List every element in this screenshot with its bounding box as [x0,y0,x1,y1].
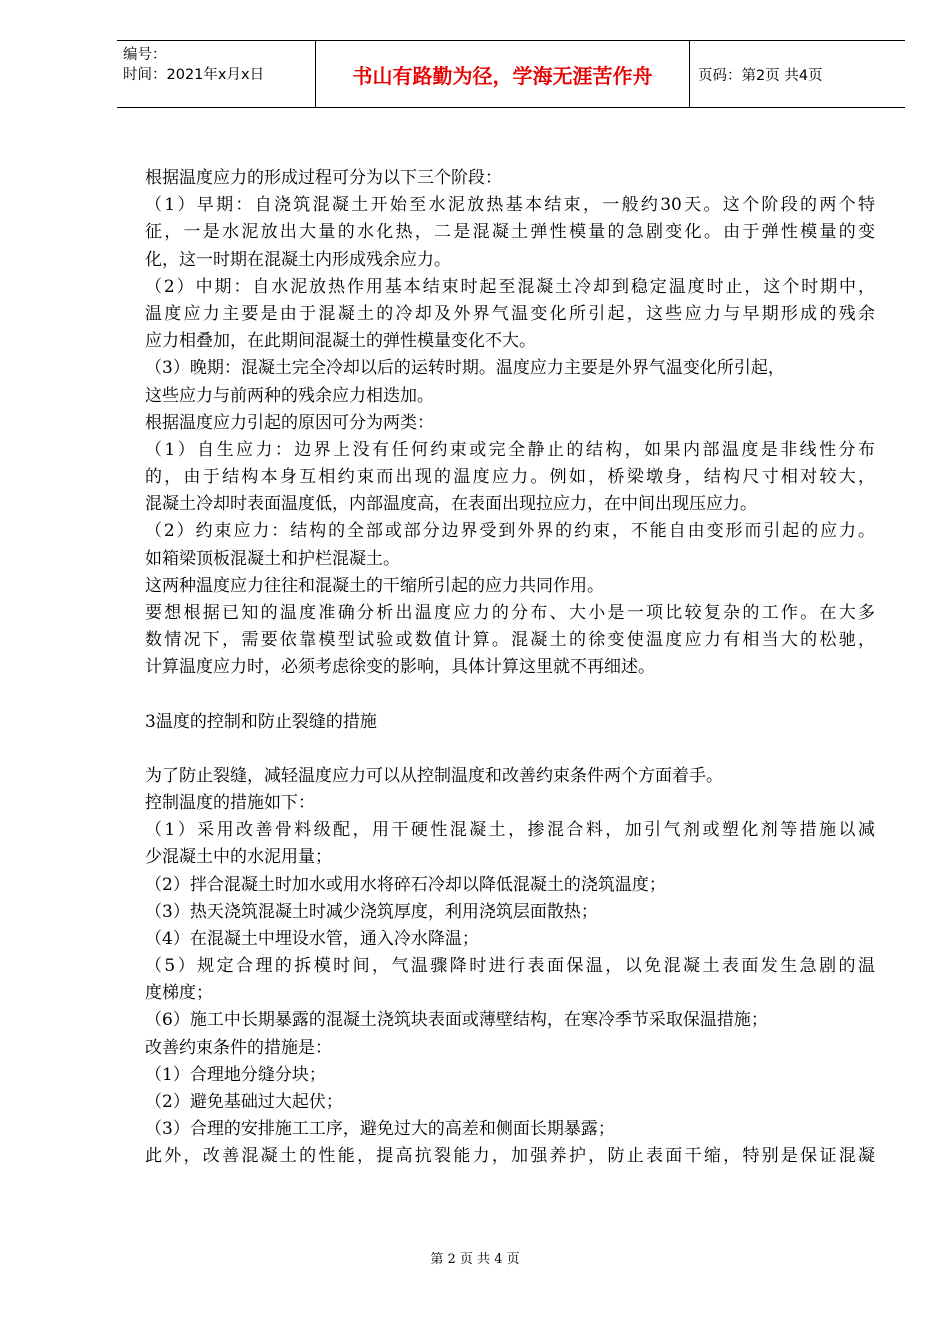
body-line: （1）早期：自浇筑混凝土开始至水泥放热基本结束，一般约30天。这个阶段的两个特 [145,195,875,216]
body-line: 改善约束条件的措施是： [145,1037,332,1058]
body-line: 为了防止裂缝，减轻温度应力可以从控制温度和改善约束条件两个方面着手。 [145,765,723,786]
body-line: （2）中期：自水泥放热作用基本结束时起至混凝土冷却到稳定温度时止，这个时期中， [145,276,875,297]
page-footer: 第 2 页 共 4 页 [430,1252,520,1267]
body-line: 如箱梁顶板混凝土和护栏混凝土。 [145,548,400,569]
body-line: 这些应力与前两种的残余应力相迭加。 [145,385,434,406]
body-line: （6）施工中长期暴露的混凝土浇筑块表面或薄壁结构，在寒冷季节采取保温措施； [145,1010,768,1031]
body-line: （2）拌合混凝土时加水或用水将碎石冷却以降低混凝土的浇筑温度； [145,874,666,895]
body-line: 征，一是水泥放出大量的水化热，二是混凝土弹性模量的急剧变化。由于弹性模量的变 [145,222,875,243]
body-line: （4）在混凝土中埋设水管，通入冷水降温； [145,928,479,949]
body-line: 要想根据已知的温度准确分析出温度应力的分布、大小是一项比较复杂的工作。在大多 [145,603,875,623]
header-page-info: 页码：第2页 共4页 [698,67,823,84]
spacer [145,682,875,709]
spacer [145,736,875,763]
header-meta [117,41,315,107]
body-line: 此外，改善混凝土的性能，提高抗裂能力，加强养护，防止表面干缩，特别是保证混凝 [145,1146,875,1167]
body-line: 计算温度应力时，必须考虑徐变的影响，具体计算这里就不再细述。 [145,657,655,678]
body-line: （5）规定合理的拆模时间，气温骤降时进行表面保温，以免混凝土表面发生急剧的温 [145,956,875,977]
body-line: 的，由于结构本身互相约束而出现的温度应力。例如，桥梁墩身，结构尺寸相对较大， [145,467,875,488]
document-body [145,165,875,1171]
body-line: 数情况下，需要依靠模型试验或数值计算。混凝土的徐变使温度应力有相当大的松驰， [145,630,875,651]
body-line: 化，这一时期在混凝土内形成残余应力。 [145,249,451,270]
body-line: 根据温度应力的形成过程可分为以下三个阶段： [145,168,502,188]
header-motto: 书山有路勤为径，学海无涯苦作舟 [315,41,690,107]
body-line: 温度应力主要是由于混凝土的冷却及外界气温变化所引起，这些应力与早期形成的残余 [145,303,875,324]
body-line: （1）合理地分缝分块； [145,1064,326,1085]
body-line: 控制温度的措施如下： [145,792,315,813]
body-line: 根据温度应力引起的原因可分为两类： [145,412,434,433]
body-line: 少混凝土中的水泥用量； [145,847,332,868]
body-line: 度梯度； [145,983,213,1004]
body-line: （1）采用改善骨料级配，用干硬性混凝土，掺混合料，加引气剂或塑化剂等措施以减 [145,820,875,841]
number-label: 编号： [123,47,167,63]
body-line: 混凝土冷却时表面温度低，内部温度高，在表面出现拉应力，在中间出现压应力。 [145,494,757,515]
body-line: （1）自生应力：边界上没有任何约束或完全静止的结构，如果内部温度是非线性分布 [145,439,875,460]
body-line: （2）约束应力：结构的全部或部分边界受到外界的约束，不能自由变形而引起的应力。 [145,521,875,542]
body-line: （3）合理的安排施工工序，避免过大的高差和侧面长期暴露； [145,1119,615,1140]
body-line: （3）晚期：混凝土完全冷却以后的运转时期。温度应力主要是外界气温变化所引起， [145,358,785,379]
body-line: （2）避免基础过大起伏； [145,1092,343,1112]
body-line: （3）热天浇筑混凝土时减少浇筑厚度，利用浇筑层面散热； [145,901,598,922]
body-line: 这两种温度应力往往和混凝土的干缩所引起的应力共同作用。 [145,575,604,596]
body-line: 应力相叠加，在此期间混凝土的弹性模量变化不大。 [145,331,536,352]
page-header [117,40,905,108]
section-heading: 3温度的控制和防止裂缝的措施 [145,711,377,732]
time-label: 时间：2021年x月x日 [123,67,265,83]
